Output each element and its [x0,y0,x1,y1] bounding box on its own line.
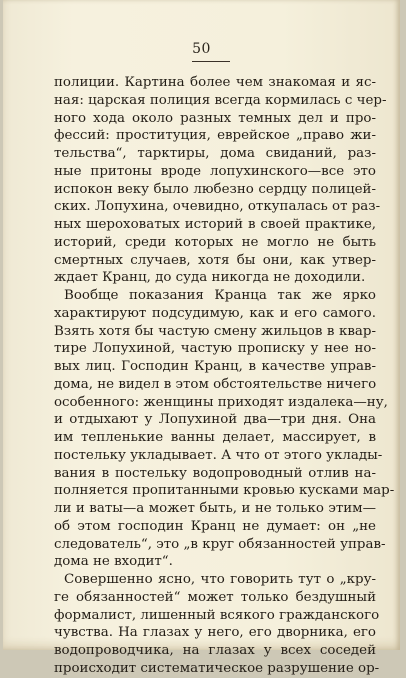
header-rule [192,61,230,62]
text-line: фессий: проституция, еврейское „право жи- [54,128,376,144]
text-line: формалист, лишенный всякого гражданского [54,607,380,623]
text-line: ного хода около разных темных дел и про- [54,110,376,126]
text-line: ных шероховатых историй в своей практике, [54,217,376,232]
text-line: ные притоны вроде лопухинского—все это [54,163,376,179]
text-line: ждает Кранц, до суда никогда не доходили. [54,270,366,286]
text-line: им тепленькие ванны делает, массирует, в [54,430,376,445]
text-line: ге обязанностей“ может только бездушный [54,589,376,605]
book-page [3,0,400,676]
text-line: водопроводчика, на глазах у всех соседей [54,643,376,658]
text-line: полняется пропитанными кровью кусками мар- [54,483,395,499]
text-line: дома не входит“. [54,554,173,570]
text-line: Совершенно ясно, что говорить тут о „кру- [64,572,376,587]
text-line: вания в постельку водопроводный отлив на- [54,465,376,481]
text-line: дома, не видел в этом обстоятельстве ничего [54,376,377,392]
text-line: об этом господин Кранц не думает: он „не [54,518,376,534]
text-line: характируют подсудимую, как и его самого. [54,305,376,321]
text-line: тире Лопухиной, частую прописку у нее но- [54,341,376,357]
text-line: следователь“, это „в круг обязанностей управ- [54,536,386,552]
text-line: тельства“, тарктиры, дома свиданий, раз- [54,146,376,161]
text-line: и отдыхают у Лопухиной два—три дня. Она [54,412,376,428]
text-line: Взять хотя бы частую смену жильцов в квар- [54,323,376,339]
text-line: испокон веку было любезно сердцу полицей- [54,181,376,197]
text-line: историй, среди которых не могло не быть [54,234,376,250]
text-line: особенного: женщины приходят издалека—ну, [54,394,388,410]
text-line: чувства. На глазах у него, его дворника, его [54,625,376,641]
text-line: постельку укладывает. А что от этого уклады- [54,447,383,463]
text-line: вых лиц. Господин Кранц, в качестве управ- [54,359,376,374]
text-line: происходит систематическое разрушение ор- [54,660,380,676]
text-line: ских. Лопухина, очевидно, откупалась от раз- [54,199,381,215]
text-line: ли и ваты—а может быть, и не только этим— [54,501,376,516]
text-line: полиции. Картина более чем знакомая и яс- [54,75,376,90]
text-line: Вообще показания Кранца так же ярко [64,288,376,303]
page-number: 50 [192,41,211,57]
body-text [54,74,395,678]
text-line: ная: царская полиция всегда кормилась с чер- [54,92,387,108]
text-line: смертных случаев, хотя бы они, как утвер- [54,252,376,268]
